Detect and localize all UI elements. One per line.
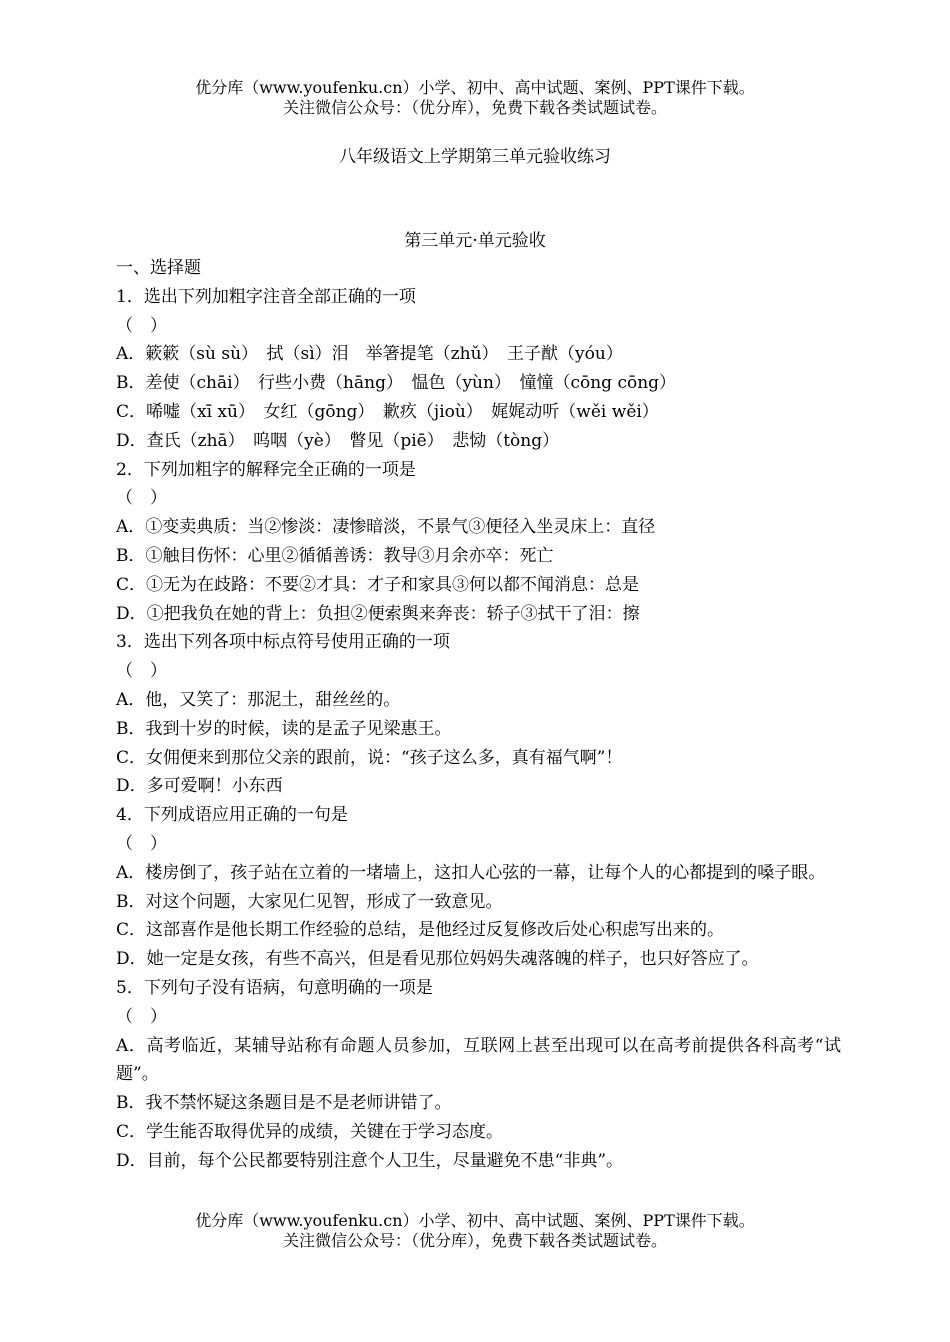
page-footer <box>0 1211 950 1251</box>
header-line-2: 关注微信公众号：（优分库），免费下载各类试题试卷。 <box>282 98 667 117</box>
option-c: C．学生能否取得优异的成绩，关键在于学习态度。 <box>116 1121 504 1142</box>
question-stem: 3．选出下列各项中标点符号使用正确的一项 <box>116 632 450 653</box>
question-4 <box>116 801 841 974</box>
option-a: A．簌簌（sù sù） 拭（sì）泪 举箸提笔（zhǔ） 王子猷（yóu） <box>116 344 623 365</box>
option-c: C．女佣便来到那位父亲的跟前，说：“孩子这么多，真有福气啊”！ <box>116 747 623 768</box>
option-d: D．①把我负在她的背上：负担②便索舆来奔丧：轿子③拭干了泪：擦 <box>116 603 640 624</box>
answer-blank: （ ） <box>116 315 167 336</box>
question-stem: 1．选出下列加粗字注音全部正确的一项 <box>116 286 416 307</box>
option-b: B．对这个问题，大家见仁见智，形成了一致意见。 <box>116 891 503 912</box>
document-title: 八年级语文上学期第三单元验收练习 <box>339 147 611 167</box>
option-b: B．差使（chāi） 行些小费（hāng） 愠色（yùn） 憧憧（cōng cōng） <box>116 373 677 394</box>
page-header <box>0 78 950 118</box>
question-2 <box>116 456 841 629</box>
question-3 <box>116 628 841 801</box>
question-stem: 2．下列加粗字的解释完全正确的一项是 <box>116 459 416 480</box>
section-title: 第三单元·单元验收 <box>404 231 546 251</box>
footer-line-1: 优分库（www.youfenku.cn）小学、初中、高中试题、案例、PPT课件下载。 <box>195 1211 755 1230</box>
option-a: A．①变卖典质：当②惨淡：凄惨暗淡，不景气③便径入坐灵床上：直径 <box>116 517 656 538</box>
answer-blank: （ ） <box>116 1006 167 1027</box>
question-5 <box>116 974 841 1176</box>
option-b: B．我不禁怀疑这条题目是不是老师讲错了。 <box>116 1093 452 1114</box>
answer-blank: （ ） <box>116 488 167 509</box>
answer-blank: （ ） <box>116 833 167 854</box>
option-a: A．他，又笑了：那泥土，甜丝丝的。 <box>116 689 401 710</box>
option-a: A．楼房倒了，孩子站在立着的一堵墙上，这扣人心弦的一幕，让每个人的心都提到的嗓子眼。 <box>116 862 826 883</box>
option-d: D．目前，每个公民都要特别注意个人卫生，尽量避免不患“非典”。 <box>116 1150 624 1171</box>
question-1 <box>116 283 841 456</box>
option-d: D．她一定是女孩，有些不高兴，但是看见那位妈妈失魂落魄的样子，也只好答应了。 <box>116 949 759 970</box>
option-d: D．多可爱啊！小东西 <box>116 776 283 797</box>
option-c: C．这部喜作是他长期工作经验的总结，是他经过反复修改后处心积虑写出来的。 <box>116 920 725 941</box>
question-stem: 5．下列句子没有语病，句意明确的一项是 <box>116 977 433 998</box>
option-b: B．①触目伤怀：心里②循循善诱：教导③月余亦卒：死亡 <box>116 545 554 566</box>
part-heading: 一、选择题 <box>116 258 201 278</box>
exam-content <box>116 254 841 1176</box>
option-a: A．高考临近，某辅导站称有命题人员参加，互联网上甚至出现可以在高考前提供各科高考“试题”。 <box>116 1035 841 1085</box>
option-c: C．①无为在歧路：不要②才具：才子和家具③何以都不闻消息：总是 <box>116 574 640 595</box>
question-stem: 4．下列成语应用正确的一句是 <box>116 805 348 826</box>
option-d: D．查氏（zhā） 呜咽（yè） 瞥见（piē） 悲恸（tòng） <box>116 430 560 451</box>
footer-line-2: 关注微信公众号：（优分库），免费下载各类试题试卷。 <box>282 1231 667 1250</box>
option-b: B．我到十岁的时候，读的是孟子见梁惠王。 <box>116 718 452 739</box>
header-line-1: 优分库（www.youfenku.cn）小学、初中、高中试题、案例、PPT课件下载。 <box>195 78 755 97</box>
option-c: C．唏嘘（xī xū） 女红（gōng） 歉疚（jioù） 娓娓动听（wěi wěi） <box>116 401 659 422</box>
answer-blank: （ ） <box>116 661 167 682</box>
